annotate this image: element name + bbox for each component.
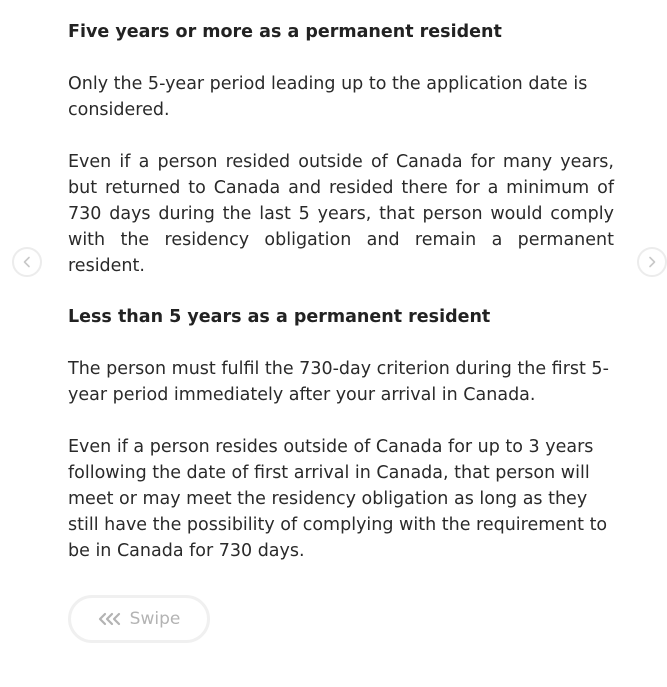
section-paragraph: Even if a person resided outside of Canada for many years, but returned to Canada and resided there for a minimum of 730 days during the last 5 years, that person would comply with the residency obligation and remain a permanent resident. xyxy=(68,152,614,276)
section-heading-less-than-five-years: Less than 5 years as a permanent resident xyxy=(68,307,491,327)
triple-chevron-left-icon xyxy=(98,612,124,626)
chevron-left-icon xyxy=(21,256,33,268)
swipe-button[interactable] xyxy=(68,595,210,643)
section-paragraph: Even if a person resides outside of Canada for up to 3 years following the date of first arrival in Canada, that person will meet or may meet the residency obligation as long as they still have the possibility of complying with the requirement to be in Canada for 730 days. xyxy=(68,437,608,561)
section-paragraph: The person must fulfil the 730-day criterion during the first 5-year period immediately after your arrival in Canada. xyxy=(68,359,609,405)
previous-slide-button[interactable] xyxy=(12,247,42,277)
next-slide-button[interactable] xyxy=(637,247,667,277)
section-paragraph: Only the 5-year period leading up to the application date is considered. xyxy=(68,74,588,120)
swipe-label: Swipe xyxy=(129,609,181,629)
chevron-right-icon xyxy=(646,256,658,268)
section-heading-five-years: Five years or more as a permanent resident xyxy=(68,22,502,42)
